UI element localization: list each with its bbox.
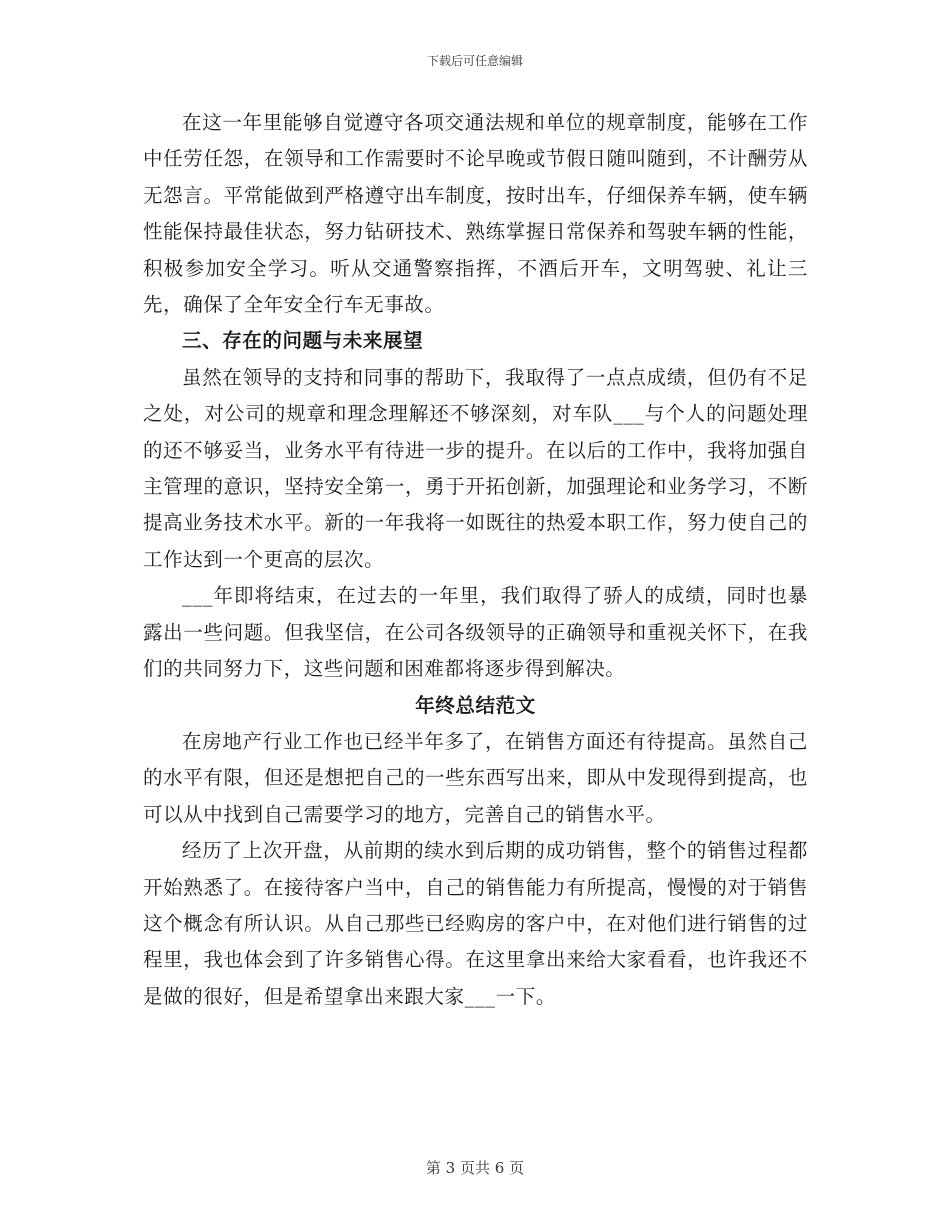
page-footer: 第 3 页共 6 页	[425, 1159, 525, 1177]
page-header: 下载后可任意编辑	[426, 54, 523, 68]
paragraph-driving-safety: 在这一年里能够自觉遵守各项交通法规和单位的规章制度，能够在工作中任劳任怨，在领导和工作需要时不论早晚或节假日随叫随到，不计酬劳从无怨言。平常能做到严格遵守出车制度，按时出车，仔细保养车辆，使车辆性能保持最佳状态，努力钻研技术、熟练掌握日常保养和驾驶车辆的性能，积极参加安全学习。听从交通警察指挥，不酒后开车，文明驾驶、礼让三先，确保了全年安全行车无事故。	[143, 111, 808, 317]
article-title: 年终总结范文	[415, 693, 536, 717]
document-body	[143, 105, 808, 1015]
paragraph-year-ending: ___年即将结束，在过去的一年里，我们取得了骄人的成绩，同时也暴露出一些问题。但我坚信，在公司各级领导的正确领导和重视关怀下，在我们的共同努力下，这些问题和困难都将逐步得到解决。	[143, 584, 808, 681]
paragraph-sales-experience: 经历了上次开盘，从前期的续水到后期的成功销售，整个的销售过程都开始熟悉了。在接待客户当中，自己的销售能力有所提高，慢慢的对于销售这个概念有所认识。从自己那些已经购房的客户中，在对他们进行销售的过程里，我也体会到了许多销售心得。在这里拿出来给大家看看，也许我还不是做的很好，但是希望拿出来跟大家___一下。	[143, 839, 808, 1008]
paragraph-real-estate-intro: 在房地产行业工作也已经半年多了，在销售方面还有待提高。虽然自己的水平有限，但还是想把自己的一些东西写出来，即从中发现得到提高，也可以从中找到自己需要学习的地方，完善自己的销售水平。	[143, 729, 808, 826]
section-heading-problems-outlook: 三、存在的问题与未来展望	[182, 329, 424, 353]
paragraph-shortcomings: 虽然在领导的支持和同事的帮助下，我取得了一点点成绩，但仍有不足之处，对公司的规章和理念理解还不够深刻，对车队___与个人的问题处理的还不够妥当，业务水平有待进一步的提升。在以后的工作中，我将加强自主管理的意识，坚持安全第一，勇于开拓创新，加强理论和业务学习，不断提高业务技术水平。新的一年我将一如既往的热爱本职工作，努力使自己的工作达到一个更高的层次。	[143, 365, 808, 571]
